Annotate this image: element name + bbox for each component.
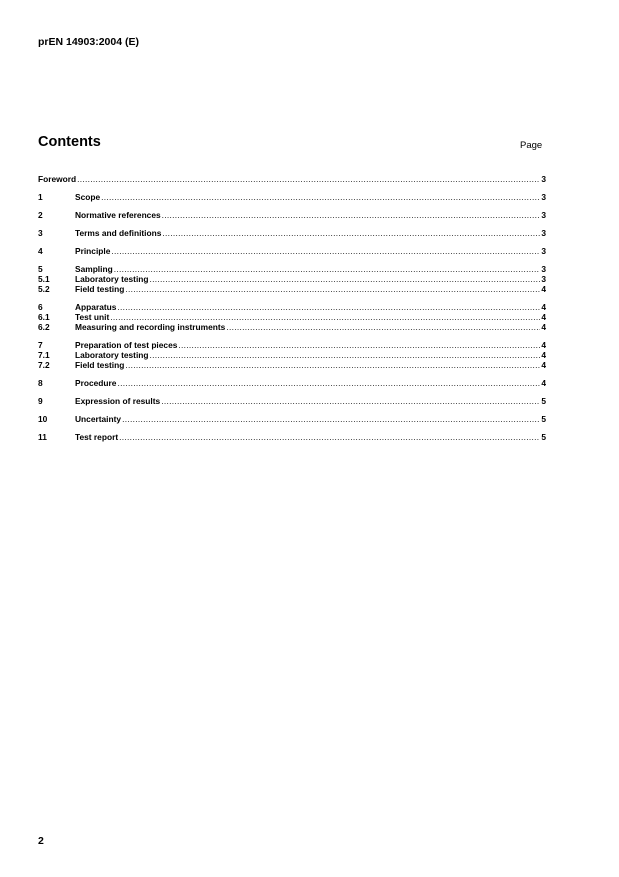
- toc-leader: [161, 396, 540, 406]
- page-title: Contents: [38, 134, 101, 150]
- toc-entry-text: Test unit: [75, 312, 110, 322]
- toc-leader: [122, 414, 540, 424]
- toc-entry-text: Field testing: [75, 284, 125, 294]
- toc-entry-number: 6.2: [38, 322, 50, 332]
- toc-entry-number: 3: [38, 228, 43, 238]
- toc-leader: [77, 174, 540, 184]
- toc-entry-page: 5: [541, 432, 546, 442]
- toc-leader: [117, 302, 540, 312]
- toc-entry-text: Normative references: [75, 210, 161, 220]
- toc-entry-11[interactable]: [38, 432, 546, 442]
- page-number: 2: [38, 835, 44, 847]
- toc-entry-text: Measuring and recording instruments: [75, 322, 226, 332]
- toc-entry-text: Expression of results: [75, 396, 161, 406]
- toc-entry-5[interactable]: [38, 264, 546, 274]
- toc-entry-number: 6: [38, 302, 43, 312]
- toc-leader: [101, 192, 540, 202]
- toc-entry-number: 1: [38, 192, 43, 202]
- toc-leader: [119, 432, 540, 442]
- toc-leader: [226, 322, 540, 332]
- toc-entry-8[interactable]: [38, 378, 546, 388]
- table-of-contents: [38, 174, 546, 442]
- toc-entry-text: Apparatus: [75, 302, 117, 312]
- toc-entry-page: 4: [541, 284, 546, 294]
- toc-entry-7-1[interactable]: [38, 350, 546, 360]
- toc-leader: [150, 274, 541, 284]
- toc-leader: [162, 228, 540, 238]
- toc-entry-text: Scope: [75, 192, 101, 202]
- toc-entry-number: 2: [38, 210, 43, 220]
- toc-entry-number: 10: [38, 414, 48, 424]
- toc-leader: [178, 340, 540, 350]
- toc-entry-2[interactable]: [38, 210, 546, 220]
- toc-entry-6-2[interactable]: [38, 322, 546, 332]
- toc-entry-10[interactable]: [38, 414, 546, 424]
- toc-entry-4[interactable]: [38, 246, 546, 256]
- toc-entry-6[interactable]: [38, 302, 546, 312]
- toc-entry-text: Laboratory testing: [75, 274, 149, 284]
- toc-entry-page: 3: [541, 228, 546, 238]
- toc-entry-page: 4: [541, 340, 546, 350]
- toc-entry-text: Procedure: [75, 378, 117, 388]
- toc-entry-7-2[interactable]: [38, 360, 546, 370]
- toc-entry-number: 11: [38, 432, 47, 442]
- toc-entry-9[interactable]: [38, 396, 546, 406]
- toc-entry-text: Principle: [75, 246, 111, 256]
- toc-entry-page: 4: [541, 378, 546, 388]
- toc-entry-page: 4: [541, 302, 546, 312]
- toc-entry-number: 5.1: [38, 274, 50, 284]
- toc-leader: [125, 284, 540, 294]
- toc-entry-3[interactable]: [38, 228, 546, 238]
- toc-entry-page: 4: [541, 312, 546, 322]
- toc-entry-number: 7.1: [38, 350, 50, 360]
- toc-entry-text: Terms and definitions: [75, 228, 162, 238]
- toc-entry-page: 4: [541, 322, 546, 332]
- toc-entry-number: 7: [38, 340, 43, 350]
- toc-entry-page: 4: [541, 350, 546, 360]
- toc-entry-text: Uncertainty: [75, 414, 122, 424]
- toc-entry-7[interactable]: [38, 340, 546, 350]
- toc-entry-text: Foreword: [38, 174, 77, 184]
- toc-entry-number: 6.1: [38, 312, 50, 322]
- toc-entry-number: 7.2: [38, 360, 50, 370]
- toc-leader: [117, 378, 540, 388]
- toc-entry-text: Preparation of test pieces: [75, 340, 178, 350]
- toc-entry-page: 3: [541, 210, 546, 220]
- page-column-label: Page: [520, 140, 543, 151]
- toc-entry-page: 3: [541, 246, 546, 256]
- toc-entry-page: 5: [541, 396, 546, 406]
- toc-entry-1[interactable]: [38, 192, 546, 202]
- toc-leader: [125, 360, 540, 370]
- toc-leader: [150, 350, 541, 360]
- toc-entry-number: 5: [38, 264, 43, 274]
- toc-entry-page: 3: [541, 192, 546, 202]
- toc-entry-number: 5.2: [38, 284, 50, 294]
- document-header: prEN 14903:2004 (E): [38, 36, 139, 48]
- toc-leader: [162, 210, 541, 220]
- toc-leader: [111, 246, 540, 256]
- toc-entry-page: 5: [541, 414, 546, 424]
- toc-entry-5-2[interactable]: [38, 284, 546, 294]
- toc-entry-number: 4: [38, 246, 43, 256]
- toc-entry-text: Laboratory testing: [75, 350, 149, 360]
- toc-leader: [114, 264, 541, 274]
- toc-entry-number: 8: [38, 378, 43, 388]
- toc-entry-page: 3: [541, 264, 546, 274]
- toc-entry-text: Field testing: [75, 360, 125, 370]
- toc-entry-6-1[interactable]: [38, 312, 546, 322]
- toc-entry-page: 3: [541, 274, 546, 284]
- toc-entry-text: Sampling: [75, 264, 113, 274]
- toc-entry-5-1[interactable]: [38, 274, 546, 284]
- toc-leader: [110, 312, 540, 322]
- toc-entry-number: 9: [38, 396, 43, 406]
- toc-entry-page: 4: [541, 360, 546, 370]
- toc-entry-foreword[interactable]: [38, 174, 546, 184]
- toc-entry-page: 3: [541, 174, 546, 184]
- toc-entry-text: Test report: [75, 432, 119, 442]
